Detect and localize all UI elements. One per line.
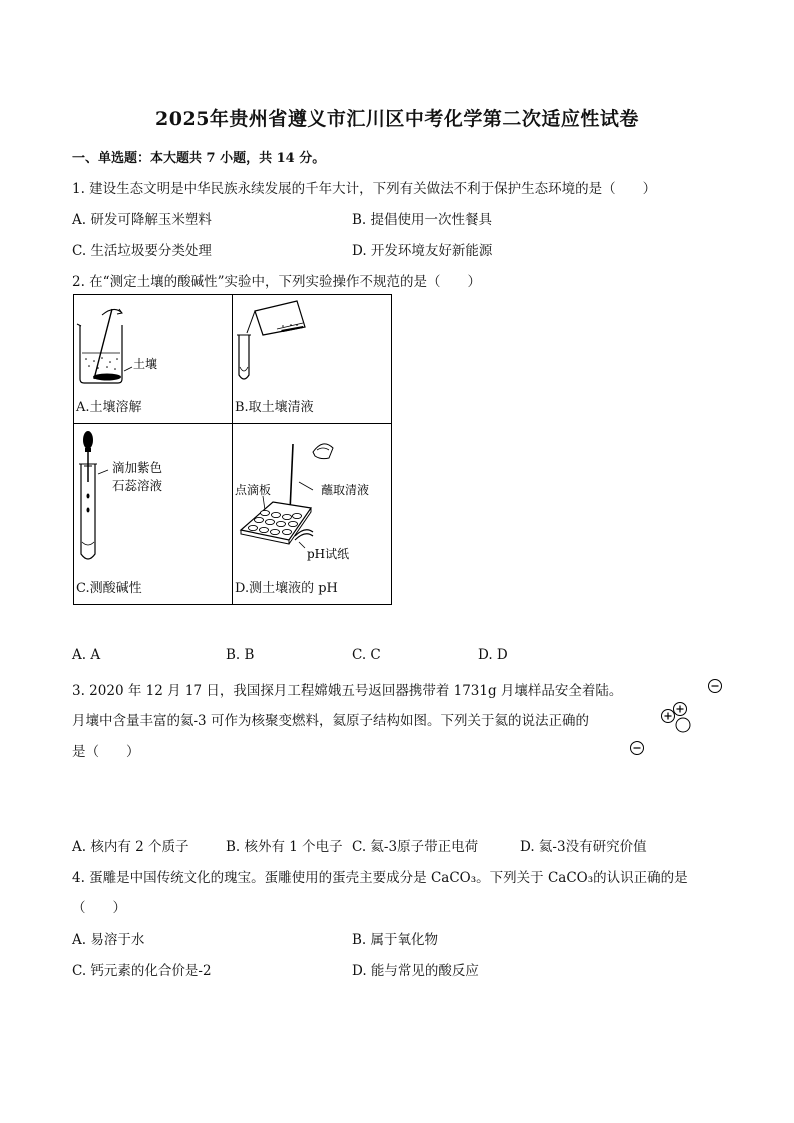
q1-option-d[interactable]: D. 开发环境友好新能源: [352, 243, 493, 259]
fig-d-label-2: 蘸取清液: [321, 483, 370, 497]
question-1-stem: 1. 建设生态文明是中华民族永续发展的千年大计，下列有关做法不利于保护生态环境的是（ ）: [72, 181, 657, 197]
caption-c: C.测酸碱性: [76, 581, 142, 596]
pouring-liquid-figure: [233, 295, 391, 393]
electron-icon: [709, 680, 722, 693]
nucleus-icon: [662, 703, 691, 733]
q2-option-b[interactable]: B. B: [226, 647, 255, 663]
fig-a-label: 土壤: [133, 357, 158, 371]
fig-c-label-1: 滴加紫色: [112, 460, 163, 475]
q3-option-c[interactable]: C. 氦-3原子带正电荷: [352, 839, 479, 855]
q1-option-b[interactable]: B. 提倡使用一次性餐具: [352, 212, 493, 228]
question-3-line-1: 3. 2020 年 12 月 17 日，我国探月工程嫦娥五号返回器携带着 1731g 月壤样品安全着陆。: [72, 683, 623, 699]
figure-a-cell: [74, 295, 233, 424]
figure-d-cell: [233, 424, 392, 605]
q2-option-d[interactable]: D. D: [478, 647, 508, 663]
question-4-line-2: （ ）: [72, 900, 126, 916]
question-3-line-3: 是（ ）: [72, 744, 140, 760]
question-3-line-2: 月壤中含量丰富的氦-3 可作为核聚变燃料，氦原子结构如图。下列关于氦的说法正确的: [72, 713, 589, 729]
dropper-figure: [74, 424, 232, 574]
fig-d-label-3: pH试纸: [307, 547, 350, 561]
q2-option-a[interactable]: A. A: [72, 647, 101, 663]
q4-option-b[interactable]: B. 属于氧化物: [352, 932, 439, 948]
q4-option-d[interactable]: D. 能与常见的酸反应: [352, 963, 479, 979]
figure-c-cell: [74, 424, 233, 605]
caption-a: A.土壤溶解: [76, 400, 142, 415]
helium-atom-diagram: [626, 676, 726, 762]
page-title: 2025年贵州省遵义市汇川区中考化学第二次适应性试卷: [155, 108, 639, 130]
q1-option-c[interactable]: C. 生活垃圾要分类处理: [72, 243, 212, 259]
q3-option-a[interactable]: A. 核内有 2 个质子: [72, 839, 189, 855]
caption-b: B.取土壤清液: [235, 400, 314, 415]
spot-plate-figure: [233, 424, 391, 574]
fig-c-label-2: 石蕊溶液: [112, 478, 163, 493]
q3-option-d[interactable]: D. 氦-3没有研究价值: [520, 839, 647, 855]
question-4-line-1: 4. 蛋雕是中国传统文化的瑰宝。蛋雕使用的蛋壳主要成分是 CaCO₃。下列关于 CaCO₃的认识正确的是: [72, 870, 688, 886]
q3-option-b[interactable]: B. 核外有 1 个电子: [226, 839, 343, 855]
q4-option-c[interactable]: C. 钙元素的化合价是-2: [72, 963, 212, 979]
q1-option-a[interactable]: A. 研发可降解玉米塑料: [72, 212, 212, 228]
question-2-stem: 2. 在“测定土壤的酸碱性”实验中，下列实验操作不规范的是（ ）: [72, 274, 481, 290]
figure-b-cell: [233, 295, 392, 424]
experiment-table: [73, 294, 392, 605]
electron-icon: [631, 742, 644, 755]
q4-option-a[interactable]: A. 易溶于水: [72, 932, 145, 948]
caption-d: D.测土壤液的 pH: [235, 581, 338, 596]
section-heading: 一、单选题：本大题共 7 小题，共 14 分。: [72, 151, 326, 166]
q2-option-c[interactable]: C. C: [352, 647, 381, 663]
beaker-stirring-figure: [74, 295, 232, 393]
fig-d-label-1: 点滴板: [235, 483, 272, 497]
